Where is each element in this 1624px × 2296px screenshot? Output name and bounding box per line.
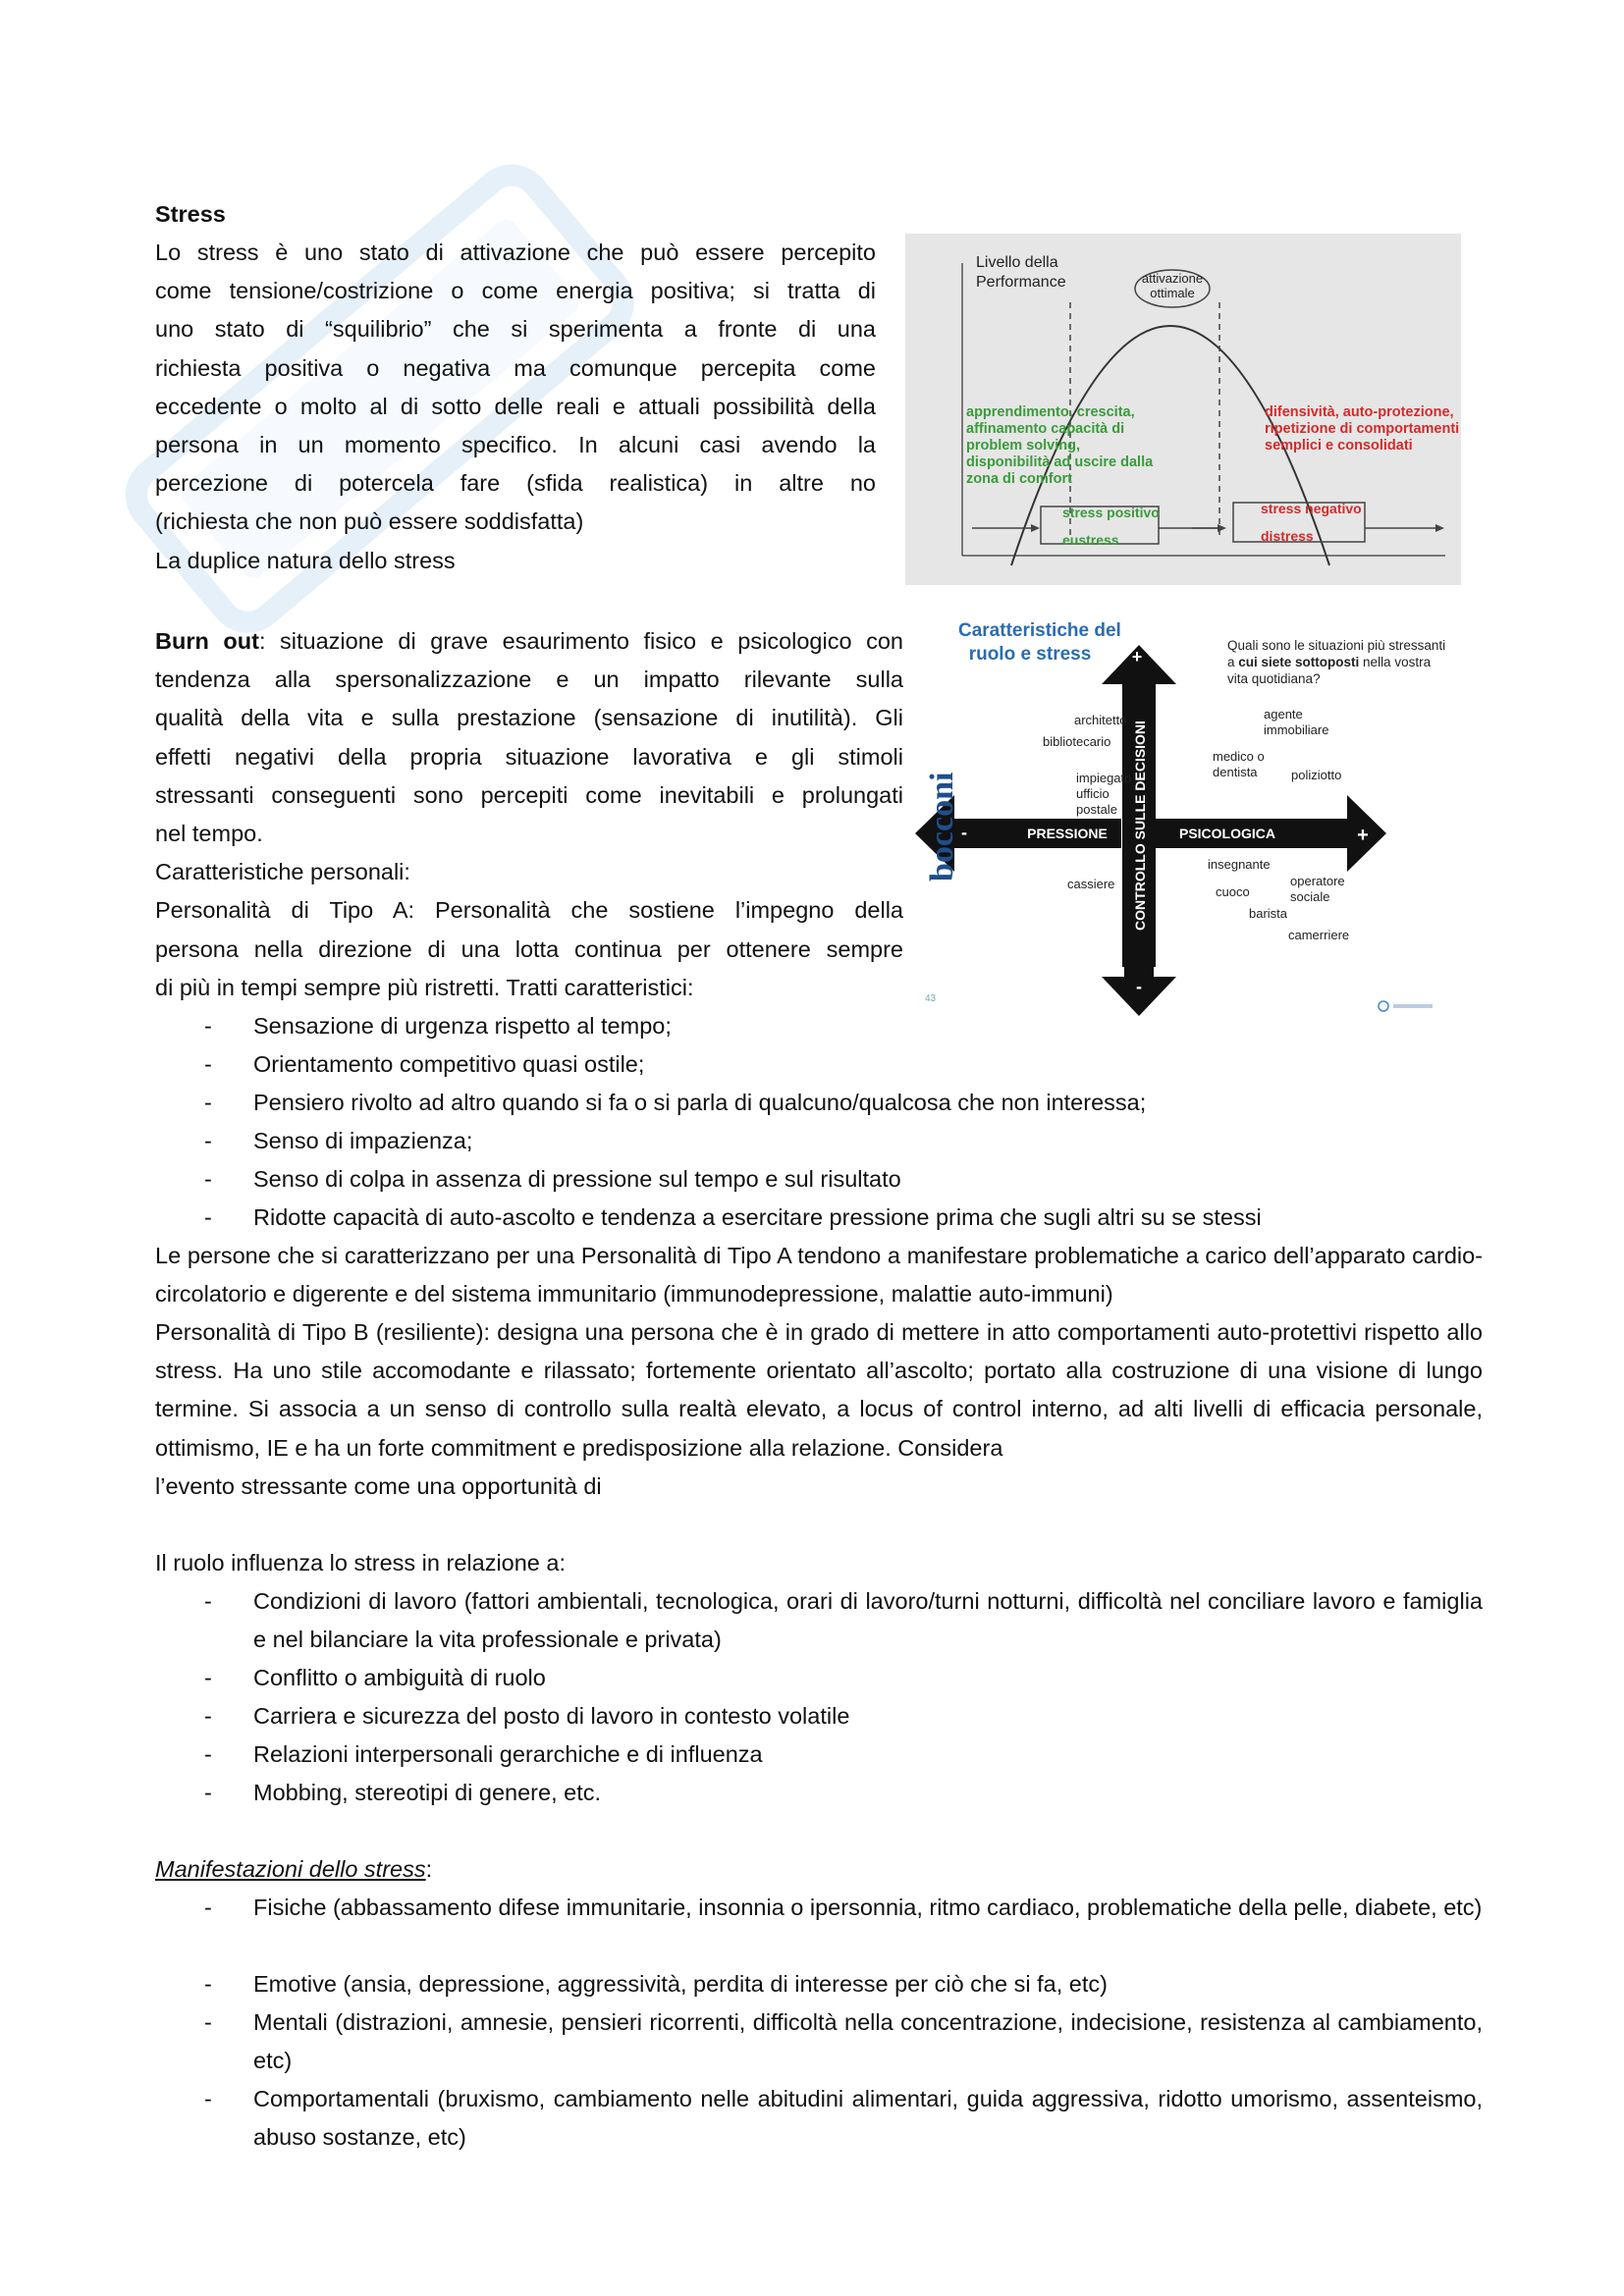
peak-label: attivazione ottimale (1141, 271, 1204, 300)
role-stress-figure (915, 614, 1461, 1016)
performance-curve-figure (905, 234, 1461, 585)
ylabel: Livello della Performance (976, 254, 1066, 291)
typeB-paragraph-end: l’evento stressante come una opportunità di (155, 1473, 602, 1499)
burnout-label: Burn out (155, 628, 259, 654)
job-agente: agente immobiliare (1264, 707, 1329, 737)
burnout-paragraph: Burn out: situazione di grave esaurimento fisico e psicologico con tendenza alla spersonalizzazione e un impatto rilevante sulla qualità della vita e sulla prestazione (sensazione di inutilità). Gli effetti negativi della propria situazione lavorativa e gli stimoli stressanti conseguenti sono percepiti come inevitabili e prolungati nel tempo. Caratteristiche personali: Personalità di Tipo A: Personalità che sostiene l’impegno della persona nella direzione di una lotta continua per ottenere sempre di più in tempi sempre più ristretti. Tratti caratteristici: (155, 628, 904, 1000)
eustress-label: eustress (1062, 532, 1119, 548)
job-architetto: architetto (1074, 713, 1127, 727)
typeB-paragraph: Personalità di Tipo B (resiliente): designa una persona che è in grado di mettere in atto comportamenti auto-protettivi rispetto allo stress. Ha uno stile accomodante e rilassato; fortemente orientato all’ascolto; portato alla costruzione di una visione di lungo termine. Si associa a un senso di controllo sulla realtà elevato, a locus of control interno, ad alti livelli di efficacia personale, ottimismo, IE e ha un forte commitment e predisposizione alla relazione. Considera (155, 1319, 1483, 1461)
left-green-text: apprendimento, crescita, affinamento capacità di problem solving, disponibilità ad uscire dalla zona di comfort (966, 404, 1154, 487)
job-cassiere: cassiere (1067, 877, 1115, 891)
controllo-label: CONTROLLO SULLE DECISIONI (1132, 721, 1148, 931)
right-red-text: difensività, auto-protezione, ripetizione di comportamenti semplici e consolidati (1265, 404, 1460, 454)
job-camerriere: camerriere (1288, 928, 1350, 942)
manifestations-title: Manifestazioni dello stress: (155, 1856, 433, 1882)
plus-top: + (1131, 647, 1143, 667)
job-impiegato: impiegato ufficio postale (1076, 771, 1132, 817)
stress-title: Stress (155, 201, 226, 227)
job-operatore: operatore sociale (1290, 874, 1345, 904)
distress-label: distress (1261, 528, 1314, 544)
plus-right: + (1357, 825, 1369, 846)
slide-number: 43 (925, 993, 937, 1004)
role-figure-title: Caratteristiche del ruolo e stress (958, 620, 1121, 665)
minus-bottom: - (1136, 977, 1142, 996)
role-intro: Il ruolo influenza lo stress in relazione a: (155, 1550, 566, 1575)
job-bibliotecario: bibliotecario (1043, 734, 1111, 749)
job-medico: medico o dentista (1213, 749, 1265, 779)
personal-characteristics-title: Caratteristiche personali: (155, 859, 410, 885)
bocconi-logo: bocconi (924, 772, 960, 881)
stress-paragraph: Lo stress è uno stato di attivazione che può essere percepito come tensione/costrizione o come energia positiva; si tratta di uno stato di “squilibrio” che si sperimenta a fronte di una richiesta positiva o negativa ma comunque percepita come eccedente o molto al di sotto delle reali e attuali possibilità della persona in un momento specifico. In alcuni casi avendo la percezione di potercela fare (sfida realistica) in altre no (richiesta che non può essere soddisfatta) La duplice natura dello stress (155, 240, 876, 573)
minus-left: - (961, 823, 967, 842)
job-poliziotto: poliziotto (1291, 768, 1342, 782)
typeA-consequences-paragraph: Le persone che si caratterizzano per una Personalità di Tipo A tendono a manifestare problematiche a carico dell’apparato cardio-circolatorio e digerente e del sistema immunitario (immunodepressione, malattie auto-immuni) (155, 1243, 1483, 1308)
stress-negativo-label: stress negativo (1261, 501, 1362, 516)
job-insegnante: insegnante (1208, 857, 1271, 872)
role-figure-question: Quali sono le situazioni più stressanti a cui siete sottoposti nella vostra vita quotidiana? (1227, 638, 1446, 686)
pressione-label: PRESSIONE (1027, 826, 1108, 841)
stress-positivo-label: stress positivo (1062, 505, 1160, 520)
psicologica-label: PSICOLOGICA (1178, 826, 1276, 841)
job-barista: barista (1249, 906, 1288, 921)
job-cuoco: cuoco (1216, 884, 1250, 899)
